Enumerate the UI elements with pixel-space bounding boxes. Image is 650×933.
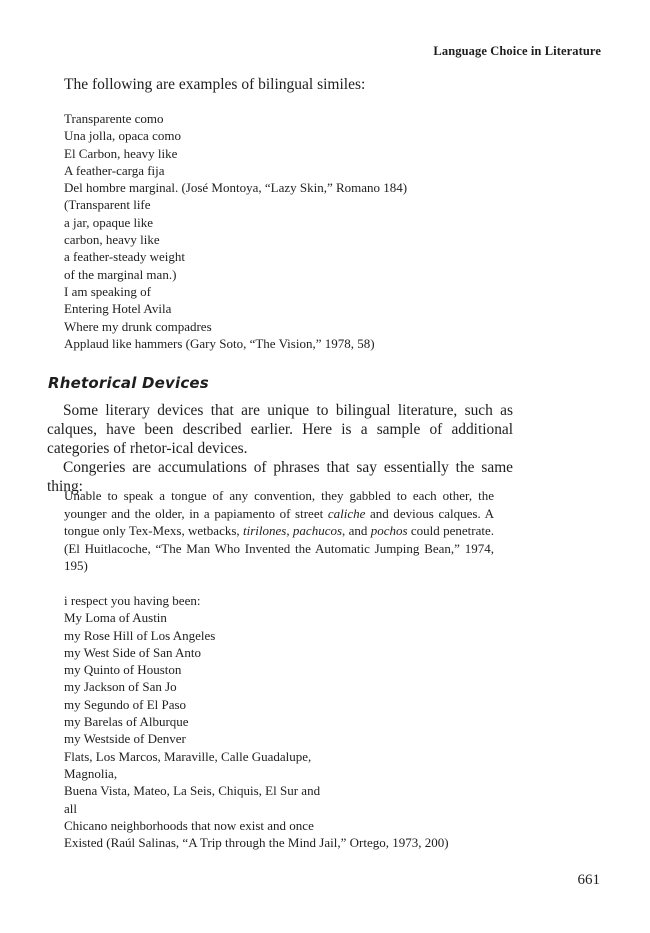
verse-line: A feather-carga fija: [64, 162, 165, 178]
quote-italic: pachucos: [292, 523, 343, 538]
verse-salinas: [64, 592, 449, 851]
verse-line: I am speaking of: [64, 283, 152, 299]
verse-line: of the marginal man.): [64, 266, 177, 282]
body-paragraph: Some literary devices that are unique to bilingual literature, such as calques, have been described earlier. Here is a sample of additional categories of rhetor-ical devices.: [47, 402, 513, 457]
verse-line: Magnolia,: [64, 765, 118, 781]
quote-italic: pochos: [370, 523, 408, 538]
verse-line: my West Side of San Anto: [64, 644, 202, 660]
verse-line: (Transparent life: [64, 197, 151, 213]
quote-text: could penetrate. (El Huitlacoche, “The Man Who Invented the Automatic Jumping Bean,” 1974, 195): [64, 523, 494, 573]
intro-line: The following are examples of bilingual similes:: [64, 76, 366, 93]
quote-text: , and: [342, 523, 371, 538]
verse-line: my Barelas of Alburque: [64, 714, 189, 730]
verse-line: my Rose Hill of Los Angeles: [64, 627, 216, 643]
quote-text: ,: [286, 523, 293, 538]
verse-line: my Segundo of El Paso: [64, 696, 187, 712]
verse-line: Entering Hotel Avila: [64, 301, 172, 317]
quote-italic: tirilones: [242, 523, 287, 538]
verse-line: Una jolla, opaca como: [64, 128, 181, 144]
verse-line: all: [64, 800, 77, 816]
verse-line: Applaud like hammers (Gary Soto, “The Vision,” 1978, 58): [64, 335, 375, 351]
quote-text: Unable to speak a tongue of any convention, they gabbled to each other, the younger and the older, in a papiamento of street: [64, 488, 494, 521]
body-paragraph: Congeries are accumulations of phrases that say essentially the same thing:: [47, 459, 513, 495]
verse-line: Flats, Los Marcos, Maraville, Calle Guadalupe,: [64, 748, 312, 764]
section-heading: Rhetorical Devices: [48, 374, 209, 392]
block-quote: [64, 487, 494, 575]
quote-italic: caliche: [327, 505, 366, 521]
verse-line: Transparente como: [64, 111, 164, 126]
verse-line: Where my drunk compadres: [64, 318, 212, 334]
verse-line: Del hombre marginal. (José Montoya, “Lazy Skin,” Romano 184): [64, 180, 408, 196]
verse-line: i respect you having been:: [64, 593, 201, 608]
verse-line: Existed (Raúl Salinas, “A Trip through the Mind Jail,” Ortego, 1973, 200): [64, 835, 449, 851]
verse-line: El Carbon, heavy like: [64, 145, 178, 161]
verse-line: my Jackson of San Jo: [64, 679, 177, 695]
verse-line: carbon, heavy like: [64, 232, 160, 248]
verse-line: my Quinto of Houston: [64, 662, 182, 678]
verse-line: Buena Vista, Mateo, La Seis, Chiquis, El Sur and: [64, 783, 321, 799]
page-number: 661: [577, 872, 600, 888]
quote-text: and devious calques. A tongue only Tex-Mexs, wetbacks,: [64, 505, 494, 538]
verse-line: my Westside of Denver: [64, 731, 186, 747]
verse-line: a jar, opaque like: [64, 214, 153, 230]
verse-similes: [64, 110, 407, 352]
verse-line: My Loma of Austin: [64, 610, 167, 626]
running-head: Language Choice in Literature: [433, 44, 601, 58]
verse-line: Chicano neighborhoods that now exist and once: [64, 817, 314, 833]
verse-line: a feather-steady weight: [64, 249, 186, 265]
